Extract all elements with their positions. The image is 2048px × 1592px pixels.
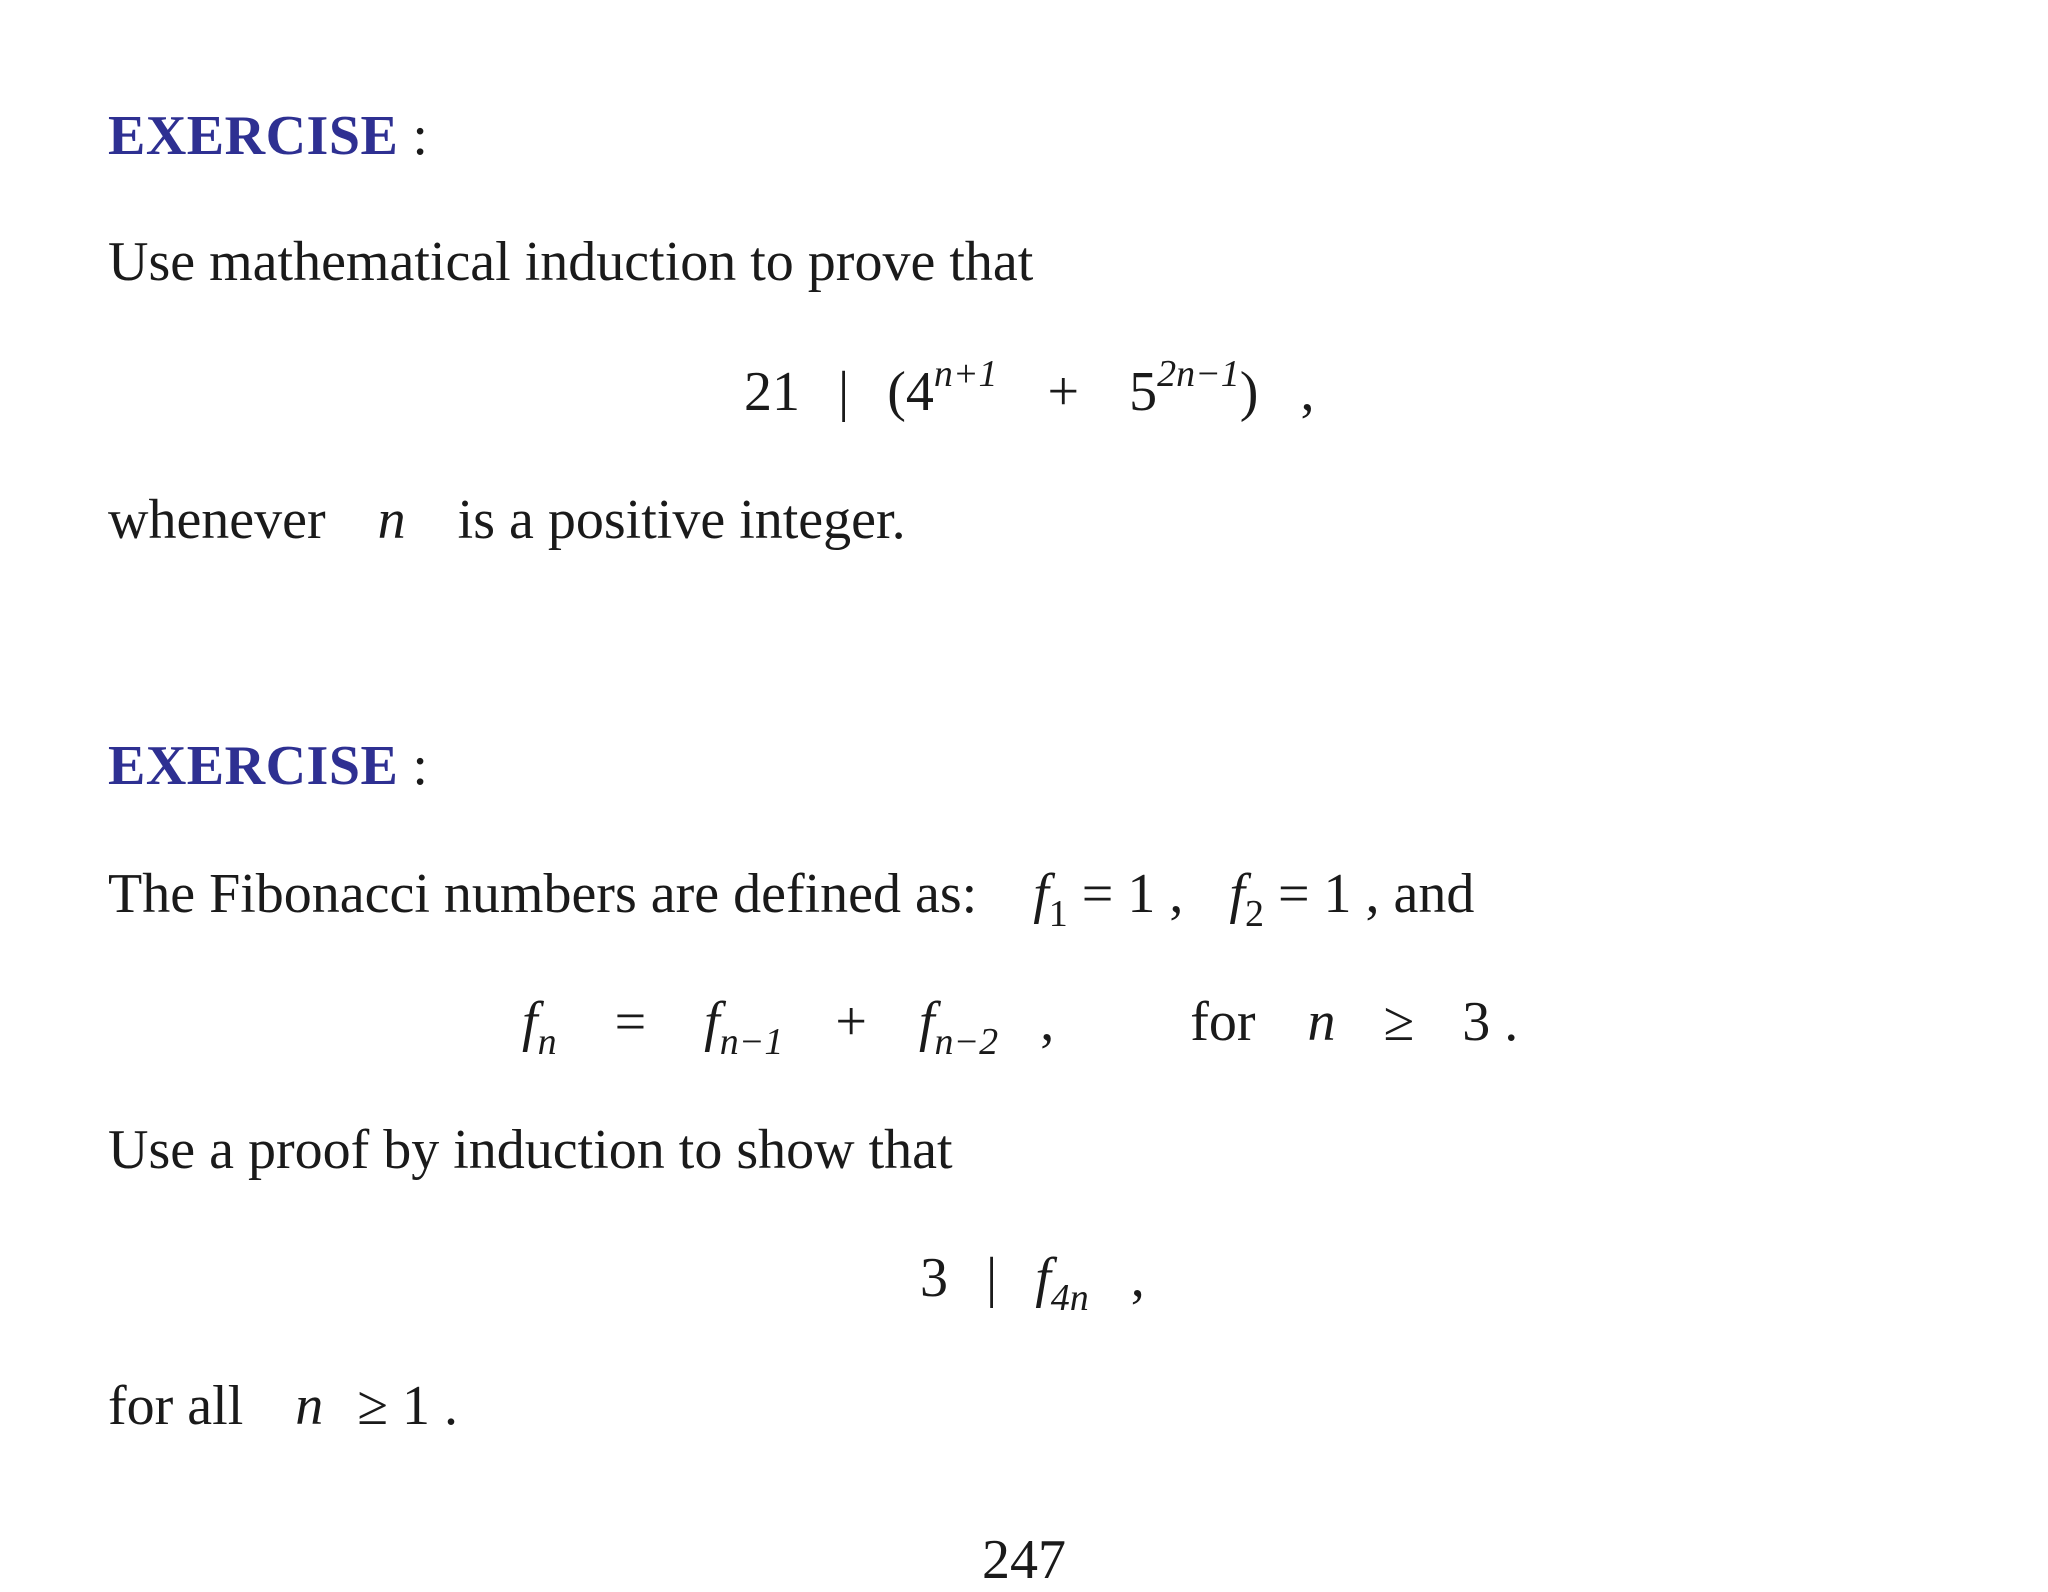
heading-colon: : [412, 105, 428, 167]
claim-comma: , [1130, 1247, 1145, 1309]
formula-close: ) [1239, 361, 1259, 423]
formula-lhs: 21 [744, 361, 800, 423]
claim-formula [920, 1246, 1145, 1319]
formula-plus: + [1047, 361, 1080, 423]
claim-f-subscript: 4n [1050, 1277, 1089, 1319]
recurrence-geq: ≥ [1383, 991, 1415, 1053]
closing-text-pre: for all [108, 1375, 244, 1437]
exercise-2-closing [108, 1374, 458, 1438]
claim-f: f [1035, 1247, 1051, 1309]
exercise-1-closing [108, 488, 906, 552]
claim-divides: | [986, 1247, 998, 1309]
recurrence-bound: 3 . [1462, 991, 1519, 1053]
f1-subscript: 1 [1048, 893, 1068, 935]
recurrence-variable: n [1307, 991, 1336, 1053]
closing-geq: ≥ 1 . [357, 1375, 459, 1437]
exercise-2-intro [108, 862, 1475, 935]
recurrence-term-2: f [918, 991, 935, 1053]
recurrence-plus: + [835, 991, 867, 1053]
recurrence-term-1-sub: n−1 [719, 1021, 784, 1063]
exponent-1: n+1 [933, 353, 998, 395]
exponent-2: 2n−1 [1157, 353, 1240, 395]
heading-colon: : [412, 735, 428, 797]
exercise-1-formula [744, 353, 1315, 424]
f1-symbol: f [1033, 863, 1049, 925]
exercise-2-heading [108, 734, 428, 798]
exercise-2-prompt: Use a proof by induction to show that [108, 1119, 953, 1181]
recurrence-equals: = [614, 991, 647, 1053]
exercise-1-intro: Use mathematical induction to prove that [108, 231, 1034, 293]
closing-variable: n [377, 489, 406, 551]
formula-base-2: 5 [1129, 361, 1158, 423]
f2-equals: = 1 , and [1277, 863, 1475, 925]
recurrence-formula [522, 990, 1519, 1063]
f1-equals: = 1 , [1081, 863, 1184, 925]
recurrence-lhs-sub: n [537, 1021, 557, 1063]
f2-symbol: f [1229, 863, 1245, 925]
recurrence-term-1: f [704, 991, 720, 1053]
formula-open: (4 [887, 361, 934, 423]
exercise-heading-label: EXERCISE [108, 105, 399, 167]
exercise-1-heading [108, 104, 428, 168]
recurrence-comma: , [1040, 991, 1055, 1053]
closing-variable: n [295, 1375, 324, 1437]
claim-lhs: 3 [920, 1247, 948, 1309]
divides-symbol: | [838, 361, 850, 423]
exercise-heading-label: EXERCISE [108, 735, 399, 797]
f2-subscript: 2 [1244, 893, 1264, 935]
page-number: 247 [982, 1529, 1066, 1591]
recurrence-lhs: f [522, 991, 538, 1053]
closing-text-pre: whenever [108, 489, 326, 551]
closing-text-post: is a positive integer. [457, 489, 906, 551]
intro-text: The Fibonacci numbers are defined as: [108, 863, 978, 925]
formula-comma: , [1300, 361, 1315, 423]
recurrence-term-2-sub: n−2 [934, 1021, 999, 1063]
recurrence-for: for [1190, 991, 1256, 1053]
